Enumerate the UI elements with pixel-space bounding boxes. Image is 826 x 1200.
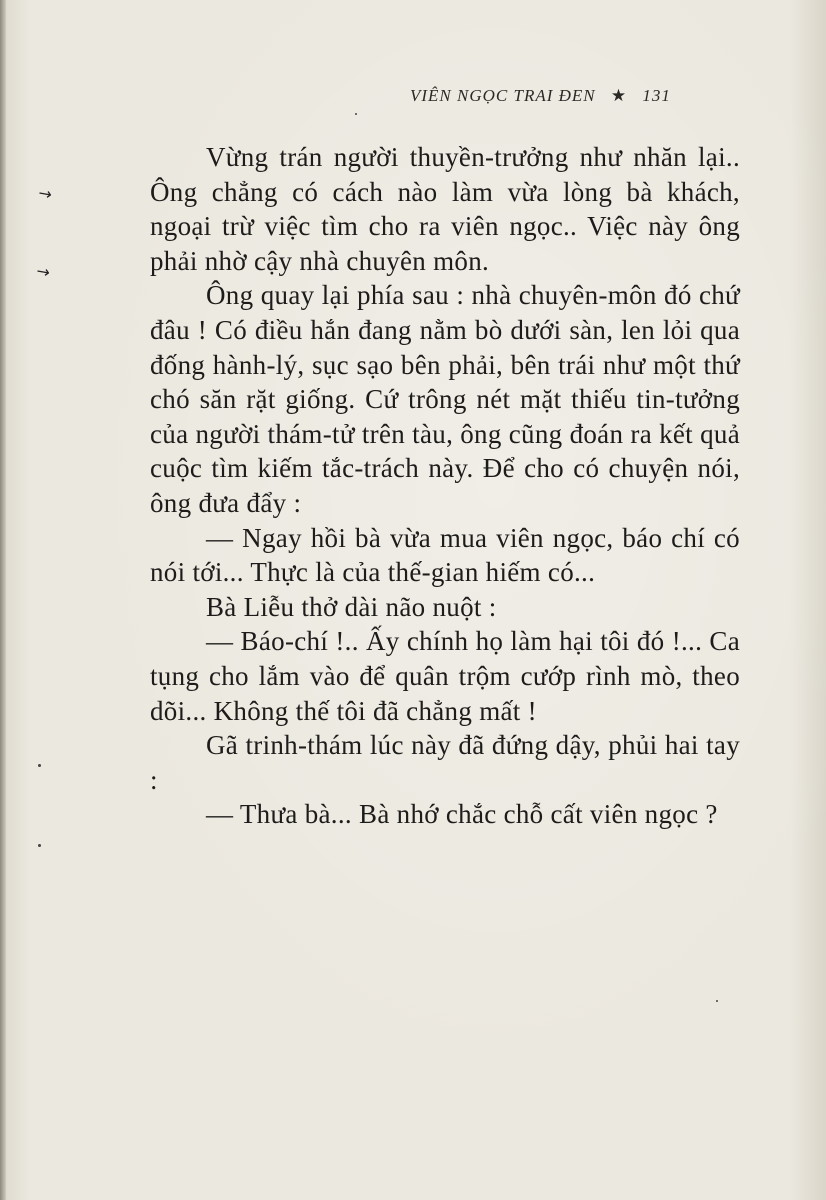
margin-mark: ↘ [31, 259, 54, 284]
paragraph: Vừng trán người thuyền-trưởng như nhăn lại.. Ông chẳng có cách nào làm vừa lòng bà khách, ngoại trừ việc tìm cho ra viên ngọc.. Việc này ông phải nhờ cậy nhà chuyên môn. [150, 142, 740, 276]
margin-dot [38, 844, 41, 847]
margin-dot [38, 764, 41, 767]
margin-dot [716, 1000, 718, 1002]
header-star: ★ [610, 86, 628, 105]
paragraph: — Thưa bà... Bà nhớ chắc chỗ cất viên ngọc ? [206, 799, 718, 830]
page-binding-edge [0, 0, 6, 1200]
margin-mark: ↘ [33, 181, 56, 206]
paragraph: — Ngay hồi bà vừa mua viên ngọc, báo chí có nói tới... Thực là của thế-gian hiếm có... [150, 522, 740, 588]
paragraph: — Báo-chí !.. Ấy chính họ làm hại tôi đó !... Ca tụng cho lắm vào để quân trộm cướp rình mò, theo dõi... Không thế tôi đã chẳng mất ! [150, 626, 740, 726]
paragraph: Ông quay lại phía sau : nhà chuyên-môn đó chứ đâu ! Có điều hắn đang nằm bò dưới sàn, len lỏi qua đống hành-lý, sục sạo bên phải, bên trái như một thứ chó săn rặt giống. Cứ trông nét mặt thiếu tin-tưởng của người thám-tử trên tàu, ông cũng đoán ra kết quả cuộc tìm kiếm tắc-trách này. Để cho có chuyện nói, ông đưa đẩy : [150, 280, 740, 518]
body-text [150, 140, 740, 832]
running-header [410, 86, 730, 106]
paragraph: Gã trinh-thám lúc này đã đứng dậy, phủi hai tay : [150, 730, 740, 795]
page-number: 131 [642, 86, 671, 105]
header-title: VIÊN NGỌC TRAI ĐEN [410, 86, 596, 105]
margin-dot [355, 113, 357, 115]
paragraph: Bà Liễu thở dài não nuột : [206, 591, 497, 622]
